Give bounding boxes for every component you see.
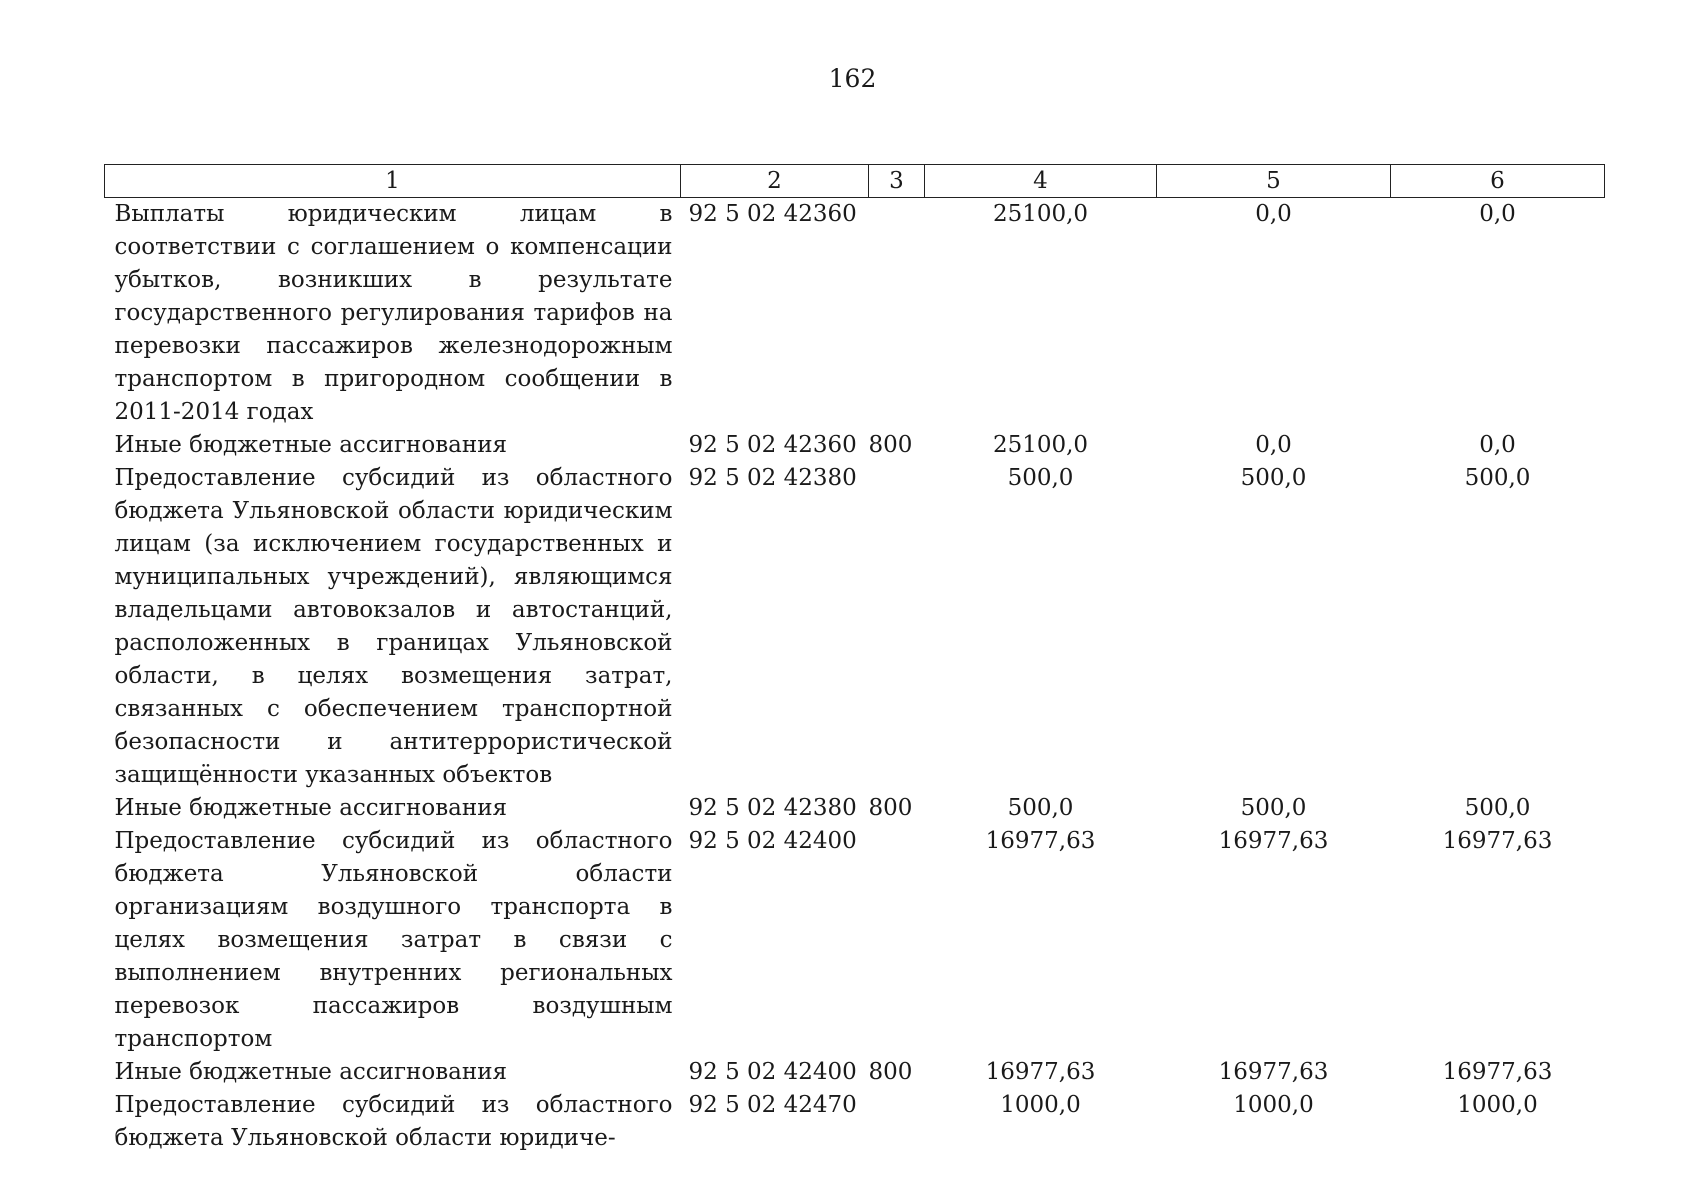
- row-value-6: 16977,63: [1442, 1059, 1553, 1085]
- row-code: 92 5 02 42380: [688, 465, 857, 491]
- row-value-5: 0,0: [1255, 432, 1292, 458]
- row-name: Иные бюджетные ассигнования: [114, 432, 508, 458]
- row-value-4: 16977,63: [985, 1059, 1096, 1085]
- column-header-1: 1: [105, 165, 681, 198]
- row-value-5: 16977,63: [1218, 1059, 1329, 1085]
- row-type: [869, 462, 925, 792]
- budget-table: [104, 164, 1605, 1155]
- row-value-5: 0,0: [1255, 201, 1292, 227]
- row-value-6: 16977,63: [1442, 828, 1553, 854]
- table-row: [105, 792, 1605, 825]
- row-type: [869, 198, 925, 430]
- column-header-2: 2: [681, 165, 869, 198]
- row-value-4: 25100,0: [992, 201, 1089, 227]
- table-row: [105, 198, 1605, 430]
- row-value-5: 500,0: [1240, 465, 1307, 491]
- header-row: [105, 165, 1605, 198]
- row-code: 92 5 02 42400: [688, 828, 857, 854]
- row-code: 92 5 02 42380: [688, 795, 857, 821]
- table-row: [105, 462, 1605, 792]
- row-code: 92 5 02 42360: [688, 432, 857, 458]
- row-value-4: 500,0: [1007, 465, 1074, 491]
- column-header-3: 3: [869, 165, 925, 198]
- row-type: 800: [868, 795, 913, 821]
- row-value-6: 0,0: [1479, 201, 1516, 227]
- column-header-5: 5: [1157, 165, 1391, 198]
- row-value-6: 500,0: [1464, 465, 1531, 491]
- row-name: Иные бюджетные ассигнования: [114, 795, 508, 821]
- table-row: [105, 429, 1605, 462]
- column-header-4: 4: [925, 165, 1157, 198]
- row-type: 800: [868, 432, 913, 458]
- row-value-5: 1000,0: [1233, 1092, 1314, 1118]
- row-value-5: 500,0: [1240, 795, 1307, 821]
- row-type: [869, 825, 925, 1056]
- row-code: 92 5 02 42470: [688, 1092, 857, 1118]
- row-value-4: 1000,0: [1000, 1092, 1081, 1118]
- column-header-6: 6: [1391, 165, 1605, 198]
- row-type: 800: [868, 1059, 913, 1085]
- row-name: Предоставление субсидий из областного бюджета Ульяновской области организациям воздушного транспорта в целях возмещения затрат в связи с выполнением внутренних региональных перевозок пассажиров воздушным транспортом: [114, 828, 673, 1052]
- row-value-4: 500,0: [1007, 795, 1074, 821]
- row-value-6: 0,0: [1479, 432, 1516, 458]
- row-type: [869, 1089, 925, 1155]
- page-number: 162: [828, 64, 877, 93]
- row-name: Иные бюджетные ассигнования: [114, 1059, 508, 1085]
- row-code: 92 5 02 42400: [688, 1059, 857, 1085]
- row-code: 92 5 02 42360: [688, 201, 857, 227]
- row-name: Предоставление субсидий из областного бюджета Ульяновской области юридическим лицам (за исключением государственных и муниципальных учреждений), являющимся владельцами автовокзалов и автостанций, расположенных в границах Ульяновской области, в целях возмещения затрат, связанных с обеспечением транспортной безопасности и антитеррористической защищённости указанных объектов: [114, 465, 673, 788]
- table-row: [105, 1089, 1605, 1155]
- row-value-6: 1000,0: [1457, 1092, 1538, 1118]
- row-name: Выплаты юридическим лицам в соответствии с соглашением о компенсации убытков, возникших в результате государственного регулирования тарифов на перевозки пассажиров железнодорожным транспортом в пригородном сообщении в 2011-2014 годах: [114, 201, 673, 425]
- row-value-4: 25100,0: [992, 432, 1089, 458]
- row-value-5: 16977,63: [1218, 828, 1329, 854]
- table-row: [105, 1056, 1605, 1089]
- row-value-4: 16977,63: [985, 828, 1096, 854]
- row-value-6: 500,0: [1464, 795, 1531, 821]
- row-name: Предоставление субсидий из областного бюджета Ульяновской области юридиче-: [114, 1092, 673, 1151]
- table-row: [105, 825, 1605, 1056]
